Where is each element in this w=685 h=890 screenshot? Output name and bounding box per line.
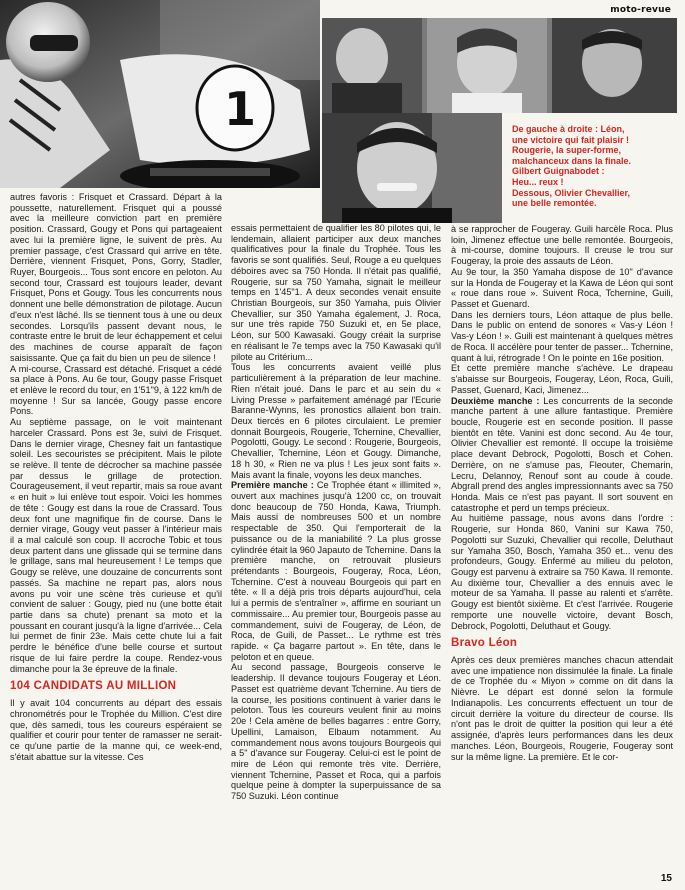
caption-line: Rougerie, la super-forme,: [512, 145, 622, 156]
run-in-heading: Deuxième manche :: [451, 395, 540, 406]
article-column-2: [231, 223, 441, 802]
page-number: 15: [660, 873, 672, 884]
paragraph-text: Ce Trophée étant « illimited », ouvert aux machines jusqu'à 1200 cc, on trouvait donc beaucoup de 750 Honda, Kawa, Triumph. Mais aussi de nombreuses 500 et un nombre respectable de 350. Qui l'emporterait de la puissance ou de la maniabilité ? La plus grosse cylindrée était la 960 Japauto de Tchernine. Dans la première manche, on retrouvait plusieurs prétendants : Bourgeois, Fougeray, Roca, Léon, Tchernine. C'est à nouveau Bourgeois qui part en tête. « Il a déjà pris trois départs aujourd'hui, cela lui a permis de s'entraîner », affirme en souriant un commissaire... Au premier tour, Bourgeois passe au commandement, suivi de Fougeray, de Léon, de Roca, de Guili, de Passet... Le rythme est très rapide. « Ça bagarre partout ». En tête, dans le peloton et en queue.: [231, 480, 441, 662]
caption-line: Dessous, Olivier Chevallier,: [512, 187, 631, 198]
paragraph: essais permettaient de qualifier les 80 pilotes qui, le lendemain, allaient participer aux deux manches qualificatives pour la finale du Trophée. Tous les favoris se sont qualifiés. Seul, Rouge a eu quelques déboires avec sa 750 Honda. Il n'était pas qualifié, Rougerie, sur sa 750 Yamaha, signait le meilleur temps en 1'45"1. A deux secondes venait ensuite Christian Bourgeois, sur 350 Yamaha, puis Olivier Chevallier, sur 350 Yamaha également, J. Roca, sur une très rapide 750 Suzuki et, en 5e place, Léon, sur 500 Kawasaki. Gougy créait la surprise en réalisant le 7e temps avec la 750 Kawasaki qu'il pilote au Critérium...: [231, 223, 442, 362]
paragraph: Au 9e tour, la 350 Yamaha dispose de 10" d'avance sur la Honda de Fougeray et la Kawa de Léon qui sont « roue dans roue ». Suivent Roca, Tchernine, Guili, Passet et Guenard.: [451, 266, 673, 310]
caption-line: une victoire qui fait plaisir !: [512, 134, 630, 145]
paragraph: [231, 480, 441, 662]
paragraph-text: Les concurrents de la seconde manche partent à une allure fantastique. Première boucle, Rougerie est en seconde position. Il passe bientôt en tête. Vanini est donc second. Au 4e tour, Olivier Chevallier est remonté. Il occupe la troisième place devant Debrock, Pogolotti, Bosch et Cohen. Derrière, on ne s'amuse pas, Fleouter, Chemarin, Lecru, Delannoy, Renouf sont au coude à coude. Abgrall prend des angles impressionnants avec sa 750 Honda. Mais ce n'est pas payant. Il sort souvent en catastrophe et perd un temps précieux.: [451, 395, 673, 513]
caption-line: De gauche à droite : Léon,: [512, 124, 625, 134]
paragraph: Au septième passage, on le voit maintenant harceler Crassard. Pons est 3e, suivi de Frisquet. Dans le dernier virage, Chesney fait un fantastique soleil. Les secouristes se précipitent. Mais le pilote se relève. Il tente de décrocher sa machine passée par dessus le grillage de protection. Courageusement, il veut repartir, mais sa roue avant « en huit » lui enlève tout espoir. Voici les hommes de tête : Gougy est dans la roue de Crassard. Tous deux font une magnifique fin de course. Dans le dernier virage, Gougy veut passer à l'intérieur mais il a mal calculé son coup. Il accroche Tobic et tous deux partent dans une glissade qui se termine dans le grillage, sans mal heureusement ! Le temps que Gougy se relève, une douzaine de concurrents sont passés. Sa machine ne repart pas, alors nous avons pu voir une scène très curieuse et qu'il convient de saluer : Gougy, pied nu (une botte était partie dans sa chute) prenant sa moto et la poussant en courant jusqu'à la ligne d'arrivée... Cela lui permet de finir 23e. Mais cette chute lui a fait perdre le bénéfice d'une belle course et surtout risque de lui faire perdre la coupe. Rendez-vous dimanche pour la 3e épreuve de la finale.: [10, 417, 223, 674]
section-heading: 104 CANDIDATS AU MILLION: [10, 680, 177, 693]
paragraph: Après ces deux premières manches chacun attendait avec une impatience non dissimulée la finale. La finale de ce Trophée du « Miyon » comme on dit dans la Nièvre. Le départ est donné selon la formule Indianapolis. Les concurrents effectuent un tour de circuit derrière la voiture du directeur de course. Ils n'ont pas le droit de quitter la position qui leur a été assignée, d'après leurs performances dans les deux manches. Léon, Bourgeois, Rougerie, Fougeray sont sur la même ligne. La première. Et le cor-: [451, 655, 673, 762]
photo-riders-group: [322, 18, 677, 113]
caption-line: malchanceux dans la finale.: [512, 155, 632, 166]
paragraph: A mi-course, Crassard est détaché. Frisquet a cédé sa place à Pons. Au 6e tour, Gougy passe Frisquet et enlève le record du tour, en 1'51"9, à 122 km/h de moyenne ! Sur sa lancée, Gougy passe encore Pons.: [10, 363, 222, 417]
paragraph: à se rapprocher de Fougeray. Guili harcèle Roca. Plus loin, Jimenez effectue une belle remontée. Bourgeois, à mi-course, domine toujours. Il creuse le trou sur Fougeray, la proie des assauts de Léon.: [451, 224, 673, 267]
paragraph: Au huitième passage, nous avons dans l'ordre : Rougerie, sur Honda 860, Vanini sur Kawa 750, Pogolotti sur Suzuki, Chevallier qui recolle, Deluthaut sur Yamaha 350, Bosch, Yamaha 350 et... venu des profondeurs, Gougy. Enfermé au milieu du peloton, Gougy est parvenu à extraire sa 750 Kawa. Il remonte. Au dixième tour, Chevallier a des ennuis avec le moteur de sa Yamaha. Il passe au ralenti et s'arrête. Gougy est bientôt sixième. Et c'est l'arrivée. Rougerie remporte une nouvelle victoire, devant Bosch, Debrock, Pogolotti, Deluthaut et Gougy.: [451, 513, 673, 631]
photo-racer-motorcycle: [0, 0, 320, 188]
caption-line: une belle remontée.: [512, 198, 597, 209]
paragraph: Dans les derniers tours, Léon attaque de plus belle. Dans le public on entend de sonores « Vas-y Léon ! Vas-y Léon ! ». Guili est maintenant à quelques mètres de Roca. Il accélère pour tenter de passer... Tchernine, quant à lui, rétrograde ! On le pointe en 16e position.: [451, 309, 673, 363]
masthead: moto-revue: [610, 5, 671, 15]
paragraph: Et cette première manche s'achève. Le drapeau s'abaisse sur Bourgeois, Fougeray, Léon, Roca, Guili, Passet, Guenard, Kaci, Jimenez...: [451, 363, 673, 395]
paragraph: [451, 396, 673, 514]
article-column-1: [10, 192, 222, 762]
plate-number: 1: [224, 82, 257, 136]
paragraph: Au second passage, Bourgeois conserve le leadership. Il devance toujours Fougeray et Léon. Passet est quatrième devant Tchernine. Au tiers de la course, les positions continuent à varier dans le peloton. Tous les coureurs veulent finir au moins 20e ! Cela amène de belles bagarres : entre Gorry, Upellini, Lamaison, Elbaum notamment. Au commandement nous avons toujours Bourgeois qui a 5" d'avance sur Fougeray. Celui-ci est le point de mire de Léon qui remonte très vite. Derrière, viennent Tchernine, Passet et Roca, qui a parfois quelque peine à dompter la superpuissance de sa 750 Suzuki. Léon continue: [231, 662, 441, 802]
run-in-heading: Première manche :: [231, 480, 314, 491]
article-column-3: [451, 224, 673, 762]
caption-line: Heu... reux !: [512, 176, 564, 187]
photo-caption: [512, 124, 678, 209]
paragraph: Il y avait 104 concurrents au départ des essais chronométrés pour le Trophée du Million. C'est dire que, dès samedi, tous les coureurs espéraient se qualifier et courir pour tenter de ramasser ne serait-ce qu'une partie de la manne qui, ce week-end, s'était abattue sur la vitesse. Ces: [10, 698, 222, 762]
photo-rider-portrait: [322, 113, 502, 223]
paragraph: autres favoris : Frisquet et Crassard. Départ à la poussette, naturellement. Frisquet qui a poussé avec la meilleure conviction part en première position. Crassard, Gougy et Pons qui partageaient avec lui la première ligne, le suivent de près. Au premier passage, c'est Crassard qui arrive en tête. Derrière, viennent Frisquet, Pons, Gorry, Stadler, Ruyer, Bourgeois... Tous sont encore en peloton. Au second tour, Crassard est toujours leader, devant Frisquet, Pons et Gougy. Tous les concurrents nous donnent une belle démonstration de pilotage. Aucun d'eux n'est lâché. Ils se tiennent tous à une ou deux secondes. Lorsqu'ils passent devant nous, le contraste entre le bruit de leur échappement et celui des machines de course apparaît de façon saisissante. Que ça fait du bien un peu de silence !: [10, 192, 222, 363]
paragraph: Tous les concurrents avaient veillé plus particulièrement à la préparation de leur machine. Rien n'était joué. Dans le parc et au sein du « Living Presse » parfaitement aménagé par l'Ecurie Baranne-Wynns, les pronostics allaient bon train. Deux tiercés en 6 pilotes circulaient. Le premier donnait Bourgeois, Rougerie, Tchernine, Chevallier, Pogolotti, Gougy. Le second : Rougerie, Bourgeois, Chevallier, Tchernine, Léon et Gougy. Dimanche, 18 h 30, « Rien ne va plus ! Les jeux sont faits ». Mais avant la finale, voyons les deux manches.: [231, 362, 441, 480]
caption-line: Gilbert Guignabodet :: [512, 166, 605, 177]
section-heading: Bravo Léon: [451, 637, 518, 650]
